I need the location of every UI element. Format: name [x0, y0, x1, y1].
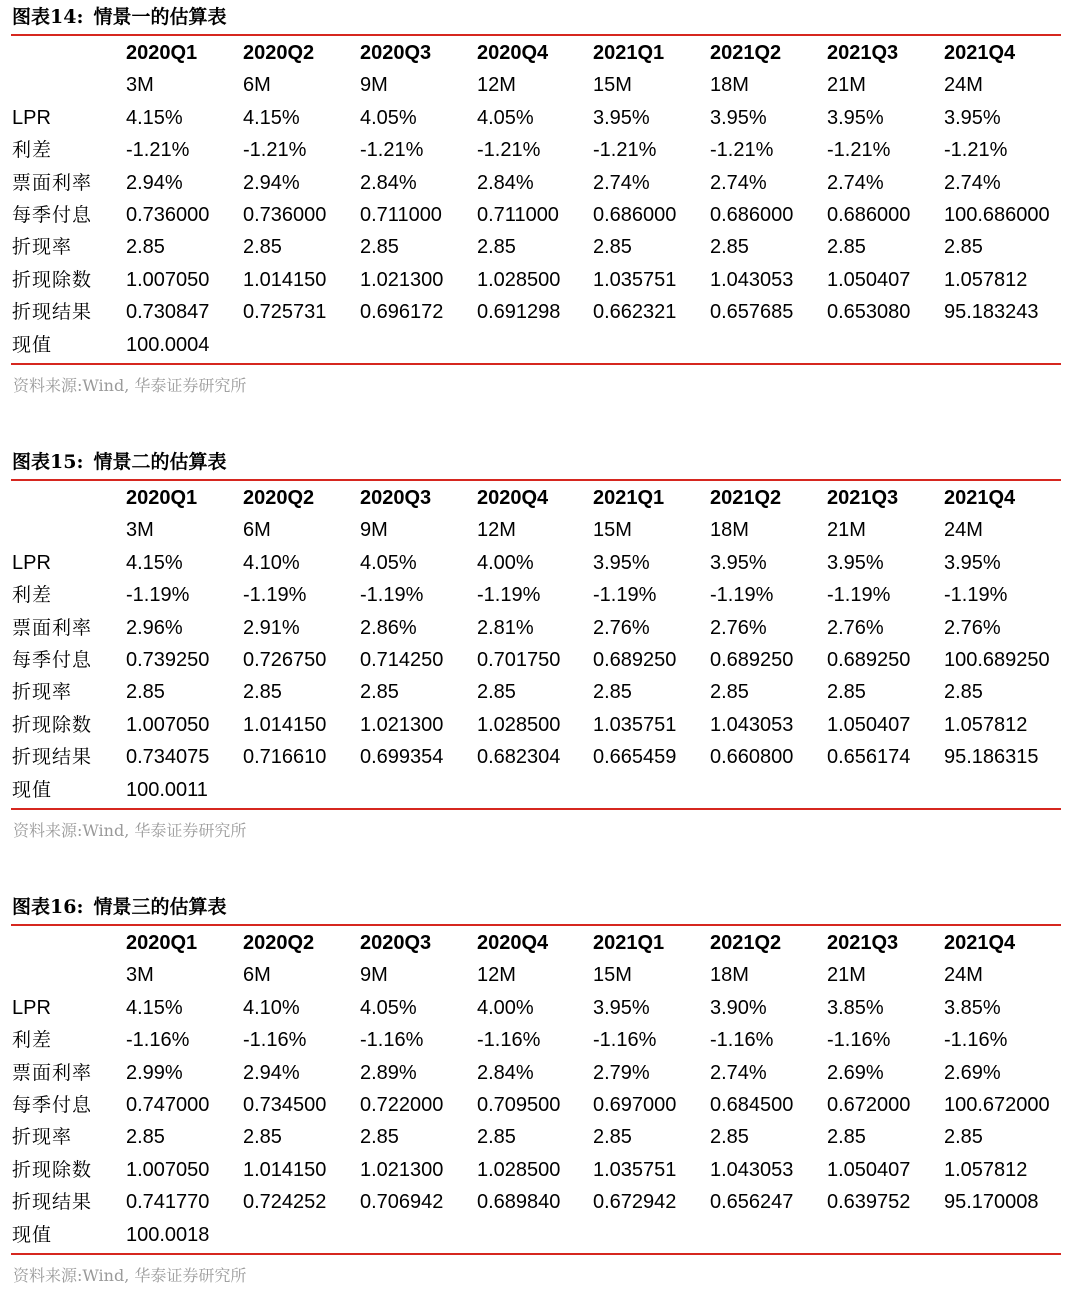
- figure-title: [12, 890, 226, 924]
- present-value-label: 现值: [12, 333, 53, 356]
- table-cell: 1.043053: [710, 713, 794, 736]
- table-cell: 0.711000: [360, 204, 442, 226]
- table-cell: 2.74%: [710, 171, 767, 194]
- table-cell: -1.21%: [827, 139, 891, 162]
- table-cell: 2.85: [593, 681, 632, 704]
- table-cell: 2.79%: [593, 1061, 650, 1084]
- source-note: 资料来源:Wind, 华泰证券研究所: [13, 1266, 247, 1285]
- table-cell: 0.660800: [710, 746, 794, 769]
- table-cell: -1.19%: [477, 584, 541, 607]
- table-row: [0, 264, 1080, 296]
- table-cell: 3.95%: [593, 551, 650, 574]
- table-row: [0, 199, 1080, 231]
- table-cell: 2.85: [477, 681, 516, 704]
- term-header: 3M: [126, 964, 154, 987]
- table-cell: 1.050407: [827, 1158, 911, 1181]
- table-cell: 2.74%: [593, 171, 650, 194]
- table-cell: 3.95%: [593, 106, 650, 129]
- table-cell: 0.689250: [593, 649, 677, 671]
- table-cell: 2.89%: [360, 1061, 417, 1084]
- table-row: [0, 612, 1080, 644]
- table-row: [0, 1057, 1080, 1089]
- table-cell: 2.84%: [477, 171, 534, 194]
- term-header: 3M: [126, 519, 154, 542]
- quarter-header: 2020Q1: [126, 42, 198, 64]
- table-bottom-rule: [11, 808, 1061, 810]
- table-cell: 0.699354: [360, 746, 444, 769]
- table-cell: 2.85: [944, 1126, 983, 1149]
- table-cell: 1.035751: [593, 268, 677, 291]
- quarter-header: 2021Q1: [593, 932, 665, 954]
- row-label: 利差: [12, 139, 53, 162]
- row-label: 利差: [12, 1029, 53, 1052]
- table-cell: 0.726750: [243, 649, 327, 671]
- figure-caption: 情景一的估算表: [93, 6, 227, 28]
- table-cell: -1.16%: [944, 1029, 1008, 1052]
- table-cell: 0.686000: [827, 204, 911, 226]
- table-cell: 2.69%: [944, 1061, 1001, 1084]
- table-cell: 2.96%: [126, 616, 183, 639]
- table-cell: 2.85: [827, 1126, 866, 1149]
- table-cell: 0.689840: [477, 1191, 561, 1214]
- table-row: [0, 296, 1080, 328]
- table-cell: 1.007050: [126, 268, 210, 291]
- table-cell: 0.716610: [243, 746, 327, 769]
- table-top-rule: [11, 479, 1061, 481]
- figure-number: 图表16:: [12, 896, 84, 918]
- table-row: [0, 102, 1080, 134]
- table-row: [0, 167, 1080, 199]
- quarter-header: 2021Q3: [827, 42, 899, 64]
- table-cell: 2.74%: [944, 171, 1001, 194]
- table-cell: 2.76%: [710, 616, 767, 639]
- table-cell: 2.94%: [126, 171, 183, 194]
- term-header: 18M: [710, 74, 749, 97]
- table-cell: 2.74%: [827, 171, 884, 194]
- table-cell: 0.747000: [126, 1094, 210, 1116]
- table-cell: 1.007050: [126, 713, 210, 736]
- row-label: 票面利率: [12, 171, 93, 194]
- table-cell: -1.19%: [243, 584, 307, 607]
- table-cell: 4.05%: [360, 106, 417, 129]
- table-cell: 0.736000: [243, 204, 327, 226]
- table-row: [0, 1186, 1080, 1218]
- table-cell: 0.724252: [243, 1191, 327, 1214]
- table-cell: 2.85: [477, 1126, 516, 1149]
- table-cell: -1.16%: [827, 1029, 891, 1052]
- table-cell: 3.95%: [827, 106, 884, 129]
- row-label: 利差: [12, 584, 53, 607]
- table-cell: 0.656247: [710, 1191, 794, 1214]
- table-cell: 1.021300: [360, 713, 444, 736]
- table-cell: 0.691298: [477, 301, 561, 324]
- table-cell: 0.686000: [593, 204, 677, 226]
- table-cell: -1.19%: [126, 584, 190, 607]
- table-cell: -1.16%: [710, 1029, 774, 1052]
- row-label: 折现除数: [12, 1158, 93, 1181]
- table-bottom-rule: [11, 1253, 1061, 1255]
- table-cell: 0.714250: [360, 649, 444, 671]
- table-cell: 2.69%: [827, 1061, 884, 1084]
- table-cell: 95.183243: [944, 301, 1039, 324]
- row-label: 票面利率: [12, 616, 93, 639]
- table-cell: 1.050407: [827, 713, 911, 736]
- table-cell: 4.10%: [243, 996, 300, 1019]
- row-label: 折现除数: [12, 713, 93, 736]
- table-cell: 2.94%: [243, 1061, 300, 1084]
- row-label: 折现率: [12, 681, 73, 704]
- present-value-label: 现值: [12, 1223, 53, 1246]
- table-cell: -1.21%: [243, 139, 307, 162]
- present-value: 100.0018: [126, 1223, 210, 1246]
- quarter-header: 2021Q1: [593, 42, 665, 64]
- table-cell: 1.014150: [243, 268, 327, 291]
- table-cell: 0.730847: [126, 301, 210, 324]
- header-row-terms: [0, 959, 1080, 991]
- table-cell: 1.007050: [126, 1158, 210, 1181]
- table-bottom-rule: [11, 363, 1061, 365]
- table-cell: 0.739250: [126, 649, 210, 671]
- table-cell: -1.19%: [944, 584, 1008, 607]
- table-cell: 3.90%: [710, 996, 767, 1019]
- table-cell: 4.15%: [126, 996, 183, 1019]
- table-cell: 0.701750: [477, 649, 561, 671]
- term-header: 15M: [593, 964, 632, 987]
- table-cell: 2.85: [360, 681, 399, 704]
- figure-number: 图表15:: [12, 451, 84, 473]
- table-cell: 0.662321: [593, 301, 677, 324]
- quarter-header: 2020Q2: [243, 487, 315, 509]
- row-label: 折现率: [12, 236, 73, 259]
- table-cell: 4.15%: [126, 106, 183, 129]
- table-cell: 3.95%: [944, 551, 1001, 574]
- quarter-header: 2021Q1: [593, 487, 665, 509]
- table-cell: 3.95%: [827, 551, 884, 574]
- table-cell: -1.16%: [243, 1029, 307, 1052]
- table-cell: -1.16%: [477, 1029, 541, 1052]
- table-row: [0, 644, 1080, 676]
- table-top-rule: [11, 34, 1061, 36]
- estimate-table-section: [0, 0, 1080, 420]
- term-header: 9M: [360, 964, 388, 987]
- table-cell: 0.684500: [710, 1094, 794, 1116]
- table-cell: 2.85: [827, 236, 866, 259]
- table-cell: 2.74%: [710, 1061, 767, 1084]
- table-cell: -1.19%: [593, 584, 657, 607]
- table-cell: 1.028500: [477, 1158, 561, 1181]
- table-cell: 100.672000: [944, 1094, 1050, 1116]
- table-cell: 0.696172: [360, 301, 444, 324]
- table-row: [0, 1121, 1080, 1153]
- table-cell: 1.028500: [477, 713, 561, 736]
- term-header: 21M: [827, 74, 866, 97]
- term-header: 9M: [360, 519, 388, 542]
- term-header: 21M: [827, 964, 866, 987]
- quarter-header: 2020Q3: [360, 932, 432, 954]
- row-label: 折现结果: [12, 301, 93, 324]
- present-value: 100.0011: [126, 778, 208, 801]
- table-cell: 2.85: [944, 681, 983, 704]
- header-row-quarters: [0, 37, 1080, 69]
- row-label: 折现率: [12, 1126, 73, 1149]
- table-cell: -1.19%: [827, 584, 891, 607]
- quarter-header: 2021Q2: [710, 932, 782, 954]
- present-value-row: [0, 329, 1080, 361]
- table-cell: 2.85: [710, 1126, 749, 1149]
- table-cell: 4.05%: [360, 551, 417, 574]
- table-cell: 2.84%: [477, 1061, 534, 1084]
- present-value-row: [0, 1219, 1080, 1251]
- table-row: [0, 709, 1080, 741]
- quarter-header: 2021Q4: [944, 42, 1016, 64]
- table-row: [0, 579, 1080, 611]
- figure-title: [12, 0, 226, 34]
- table-cell: 2.85: [360, 236, 399, 259]
- table-cell: 3.85%: [827, 996, 884, 1019]
- table-cell: -1.21%: [710, 139, 774, 162]
- term-header: 24M: [944, 519, 983, 542]
- table-cell: 4.00%: [477, 996, 534, 1019]
- quarter-header: 2020Q1: [126, 487, 198, 509]
- table-cell: 0.656174: [827, 746, 911, 769]
- table-cell: 2.94%: [243, 171, 300, 194]
- table-cell: 2.76%: [593, 616, 650, 639]
- table-cell: 2.85: [243, 1126, 282, 1149]
- quarter-header: 2021Q2: [710, 42, 782, 64]
- table-cell: 3.95%: [710, 106, 767, 129]
- term-header: 12M: [477, 964, 516, 987]
- row-label: 每季付息: [12, 649, 93, 671]
- table-cell: 1.043053: [710, 1158, 794, 1181]
- quarter-header: 2020Q2: [243, 932, 315, 954]
- table-cell: 1.035751: [593, 713, 677, 736]
- table-cell: 2.85: [944, 236, 983, 259]
- table-cell: 1.035751: [593, 1158, 677, 1181]
- table-cell: 2.84%: [360, 171, 417, 194]
- table-row: [0, 134, 1080, 166]
- figure-caption: 情景二的估算表: [93, 451, 227, 473]
- figure-caption: 情景三的估算表: [93, 896, 227, 918]
- table-cell: 0.672942: [593, 1191, 677, 1214]
- quarter-header: 2020Q4: [477, 932, 549, 954]
- source-note: 资料来源:Wind, 华泰证券研究所: [13, 821, 247, 840]
- quarter-header: 2020Q3: [360, 42, 432, 64]
- table-cell: 100.686000: [944, 204, 1050, 226]
- table-cell: 1.021300: [360, 268, 444, 291]
- table-cell: 0.697000: [593, 1094, 677, 1116]
- table-top-rule: [11, 924, 1061, 926]
- term-header: 3M: [126, 74, 154, 97]
- table-cell: 2.81%: [477, 616, 534, 639]
- table-row: [0, 992, 1080, 1024]
- table-cell: 0.736000: [126, 204, 210, 226]
- header-row-terms: [0, 514, 1080, 546]
- term-header: 6M: [243, 964, 271, 987]
- table-cell: -1.16%: [126, 1029, 190, 1052]
- row-label: 每季付息: [12, 204, 93, 226]
- table-cell: 1.057812: [944, 713, 1028, 736]
- table-cell: 95.170008: [944, 1191, 1039, 1214]
- table-cell: 0.689250: [827, 649, 911, 671]
- table-cell: 0.711000: [477, 204, 559, 226]
- present-value-label: 现值: [12, 778, 53, 801]
- table-cell: 3.95%: [593, 996, 650, 1019]
- term-header: 9M: [360, 74, 388, 97]
- table-cell: 3.95%: [944, 106, 1001, 129]
- term-header: 12M: [477, 74, 516, 97]
- table-cell: 2.85: [593, 1126, 632, 1149]
- term-header: 15M: [593, 74, 632, 97]
- term-header: 6M: [243, 74, 271, 97]
- table-cell: 0.734075: [126, 746, 210, 769]
- table-cell: -1.16%: [360, 1029, 424, 1052]
- quarter-header: 2020Q3: [360, 487, 432, 509]
- table-cell: 0.639752: [827, 1191, 911, 1214]
- table-cell: 0.722000: [360, 1094, 444, 1116]
- figure-title: [12, 445, 226, 479]
- table-row: [0, 676, 1080, 708]
- term-header: 24M: [944, 74, 983, 97]
- table-cell: 2.85: [243, 236, 282, 259]
- table-cell: 2.91%: [243, 616, 300, 639]
- table-cell: 4.10%: [243, 551, 300, 574]
- table-row: [0, 1089, 1080, 1121]
- row-label: 票面利率: [12, 1061, 93, 1084]
- table-cell: 1.043053: [710, 268, 794, 291]
- table-cell: 0.725731: [243, 301, 327, 324]
- table-cell: 1.014150: [243, 1158, 327, 1181]
- row-label: LPR: [12, 551, 51, 574]
- row-label: LPR: [12, 996, 51, 1019]
- quarter-header: 2020Q4: [477, 42, 549, 64]
- table-cell: 1.028500: [477, 268, 561, 291]
- term-header: 18M: [710, 964, 749, 987]
- table-cell: 0.657685: [710, 301, 794, 324]
- term-header: 12M: [477, 519, 516, 542]
- table-cell: 0.682304: [477, 746, 561, 769]
- header-row-quarters: [0, 927, 1080, 959]
- table-cell: -1.21%: [944, 139, 1008, 162]
- table-cell: -1.16%: [593, 1029, 657, 1052]
- table-cell: 0.665459: [593, 746, 677, 769]
- table-cell: -1.21%: [126, 139, 190, 162]
- table-cell: 2.85: [360, 1126, 399, 1149]
- table-cell: 2.85: [243, 681, 282, 704]
- table-cell: 2.85: [710, 681, 749, 704]
- quarter-header: 2021Q3: [827, 932, 899, 954]
- table-cell: 2.85: [593, 236, 632, 259]
- table-cell: 0.734500: [243, 1094, 327, 1116]
- table-cell: 3.85%: [944, 996, 1001, 1019]
- row-label: 折现结果: [12, 1191, 93, 1214]
- quarter-header: 2021Q2: [710, 487, 782, 509]
- quarter-header: 2021Q4: [944, 487, 1016, 509]
- table-cell: 2.85: [126, 236, 165, 259]
- table-cell: 4.15%: [126, 551, 183, 574]
- quarter-header: 2020Q4: [477, 487, 549, 509]
- header-row-quarters: [0, 482, 1080, 514]
- table-cell: -1.21%: [477, 139, 541, 162]
- row-label: 折现结果: [12, 746, 93, 769]
- estimate-table-section: [0, 445, 1080, 865]
- term-header: 21M: [827, 519, 866, 542]
- table-cell: 1.057812: [944, 1158, 1028, 1181]
- estimate-table-section: [0, 890, 1080, 1310]
- table-cell: 4.05%: [477, 106, 534, 129]
- table-cell: 1.021300: [360, 1158, 444, 1181]
- table-row: [0, 1154, 1080, 1186]
- table-cell: 0.706942: [360, 1191, 444, 1214]
- quarter-header: 2021Q3: [827, 487, 899, 509]
- table-cell: 2.76%: [944, 616, 1001, 639]
- term-header: 6M: [243, 519, 271, 542]
- table-cell: 100.689250: [944, 649, 1050, 671]
- table-cell: 0.672000: [827, 1094, 911, 1116]
- table-cell: 1.014150: [243, 713, 327, 736]
- table-cell: 0.686000: [710, 204, 794, 226]
- table-cell: -1.19%: [710, 584, 774, 607]
- row-label: 折现除数: [12, 268, 93, 291]
- source-note: 资料来源:Wind, 华泰证券研究所: [13, 376, 247, 395]
- quarter-header: 2021Q4: [944, 932, 1016, 954]
- table-cell: 4.05%: [360, 996, 417, 1019]
- table-cell: 4.00%: [477, 551, 534, 574]
- table-cell: 2.76%: [827, 616, 884, 639]
- table-cell: 4.15%: [243, 106, 300, 129]
- table-cell: 2.85: [126, 681, 165, 704]
- table-cell: 2.86%: [360, 616, 417, 639]
- term-header: 24M: [944, 964, 983, 987]
- table-cell: 2.85: [477, 236, 516, 259]
- row-label: 每季付息: [12, 1094, 93, 1116]
- header-row-terms: [0, 69, 1080, 101]
- present-value-row: [0, 774, 1080, 806]
- term-header: 15M: [593, 519, 632, 542]
- table-cell: 2.85: [827, 681, 866, 704]
- table-cell: 0.741770: [126, 1191, 210, 1214]
- table-row: [0, 1024, 1080, 1056]
- table-cell: 1.057812: [944, 268, 1028, 291]
- quarter-header: 2020Q1: [126, 932, 198, 954]
- table-cell: 2.85: [126, 1126, 165, 1149]
- table-cell: 2.99%: [126, 1061, 183, 1084]
- table-cell: 0.709500: [477, 1094, 561, 1116]
- table-cell: 0.653080: [827, 301, 911, 324]
- table-cell: 0.689250: [710, 649, 794, 671]
- table-row: [0, 547, 1080, 579]
- table-cell: 1.050407: [827, 268, 911, 291]
- present-value: 100.0004: [126, 333, 210, 356]
- row-label: LPR: [12, 106, 51, 129]
- table-cell: -1.21%: [360, 139, 424, 162]
- term-header: 18M: [710, 519, 749, 542]
- table-cell: 3.95%: [710, 551, 767, 574]
- quarter-header: 2020Q2: [243, 42, 315, 64]
- figure-number: 图表14:: [12, 6, 84, 28]
- table-row: [0, 741, 1080, 773]
- table-cell: -1.21%: [593, 139, 657, 162]
- table-cell: 2.85: [710, 236, 749, 259]
- table-row: [0, 231, 1080, 263]
- table-cell: 95.186315: [944, 746, 1039, 769]
- table-cell: -1.19%: [360, 584, 424, 607]
